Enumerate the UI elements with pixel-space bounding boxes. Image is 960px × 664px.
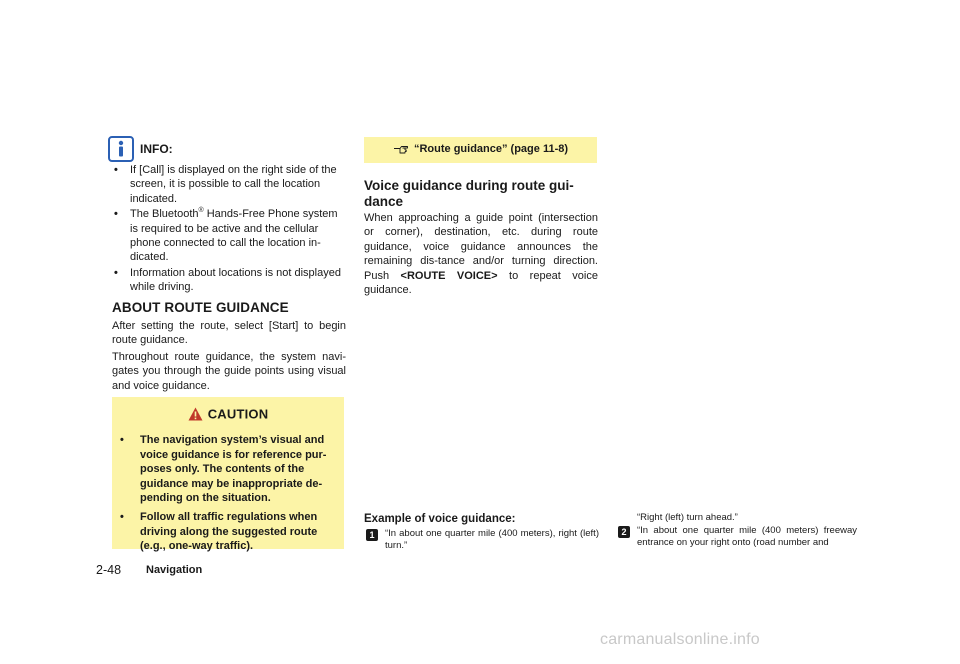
bullet-dot: • — [114, 164, 118, 176]
caution-bullet-text: Follow all traffic regulations when driving along the suggested route (e.g., one-way traffic). — [140, 510, 318, 553]
paragraph: After setting the route, select [Start] to begin route guidance. — [112, 320, 346, 347]
section-heading: ABOUT ROUTE GUIDANCE — [112, 300, 289, 315]
bullet-dot: • — [114, 266, 118, 279]
info-bullet-text: If [Call] is displayed on the right side of the screen, it is possible to call the location indicated. — [130, 164, 337, 205]
voice-text-post: to repeat voice guidance. — [364, 269, 598, 297]
info-bullet-list — [114, 163, 346, 296]
footer-section-name: Navigation — [146, 564, 203, 576]
bluetooth-text-post: Hands-Free Phone system is required to be active and the cellular phone connected to call the location in-dicated. — [130, 208, 338, 264]
caution-title: CAUTION — [207, 406, 269, 422]
voice-text-pre: When approaching a guide point (intersection or corner), destination, etc. during route guidance, voice guidance announces the remaining dis-tance and/or turning direction. Push — [364, 212, 598, 282]
list-item — [114, 510, 338, 554]
list-item — [114, 163, 346, 206]
caution-box — [112, 397, 344, 553]
page-number: 2-48 — [96, 563, 122, 577]
paragraph: Throughout route guidance, the system navi-gates you through the guide points using visual and voice guidance. — [112, 351, 346, 392]
list-item — [114, 266, 346, 295]
info-icon — [108, 136, 134, 162]
caution-bullet-text: The navigation system’s visual and voice guidance is for reference pur-poses only. The contents of the guidance may be inappropriate de-pending on the situation. — [140, 434, 327, 505]
info-bullet-text: Information about locations is not displayed while driving. — [130, 266, 341, 294]
caution-bullet-list — [114, 433, 338, 558]
bullet-dot: • — [114, 208, 118, 221]
reference-box — [364, 137, 597, 163]
reference-link[interactable]: “Route guidance” (page 11-8) — [413, 143, 569, 155]
number-badge: 1 — [366, 529, 378, 541]
list-item — [114, 207, 346, 265]
bullet-dot: • — [120, 434, 124, 446]
info-title: INFO: — [140, 142, 173, 156]
section-heading: Voice guidance during route gui-dance — [364, 178, 574, 209]
example-item-continued: “Right (left) turn ahead.” — [637, 512, 738, 523]
bluetooth-text-pre: The Bluetooth — [130, 208, 199, 221]
watermark: carmanualsonline.info — [600, 631, 760, 648]
example-item-text: “In about one quarter mile (400 meters), right (left) turn.” — [385, 528, 599, 551]
list-item — [114, 433, 338, 506]
caution-header — [112, 405, 344, 423]
number-badge: 2 — [618, 526, 630, 538]
example-item-text: “In about one quarter mile (400 meters) freeway entrance on your right onto (road number and — [637, 525, 857, 548]
route-voice-key: <ROUTE VOICE> — [400, 269, 498, 282]
registered-mark: ® — [198, 206, 204, 214]
paragraph — [364, 211, 598, 297]
example-heading: Example of voice guidance: — [364, 513, 516, 525]
warning-triangle-icon — [188, 407, 203, 421]
reference-line — [364, 143, 597, 155]
bullet-dot: • — [120, 510, 124, 523]
pointing-hand-icon — [393, 143, 409, 155]
